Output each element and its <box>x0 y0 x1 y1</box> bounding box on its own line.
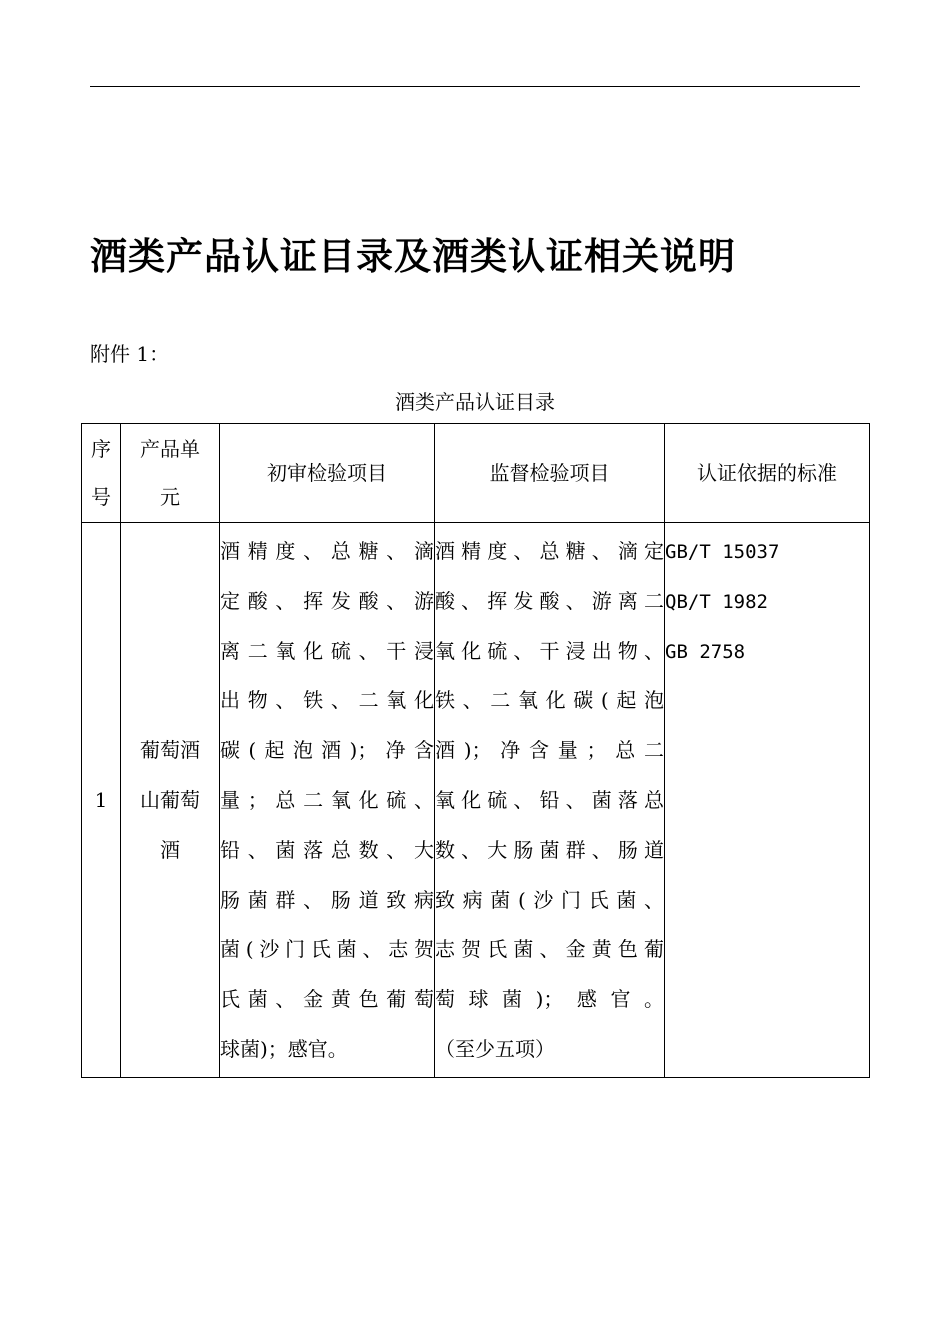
supervision-item-line: 志贺氏菌、金黄色葡 <box>435 937 664 962</box>
initial-item-line: 量；总二氧化硫、 <box>220 787 434 812</box>
initial-item-line: 肠菌群、肠道致病 <box>220 887 434 912</box>
header-rule <box>90 86 860 87</box>
unit-line: 山葡萄 <box>140 788 200 812</box>
supervision-item-line: 氧化硫、铅、菌落总 <box>435 787 664 812</box>
initial-item-line: 铅、菌落总数、大 <box>220 837 434 862</box>
row-initial-items <box>220 523 435 1078</box>
header-unit <box>121 424 220 523</box>
initial-item-line: 球菌)；感官。 <box>220 1036 348 1061</box>
catalog-table <box>81 423 870 1078</box>
initial-item-line: 氏菌、金黄色葡萄 <box>220 987 434 1012</box>
header-no <box>82 424 121 523</box>
standard-line: QB/T 1982 <box>665 591 768 613</box>
row-unit <box>121 523 220 1078</box>
supervision-item-line: 氧化硫、干浸出物、 <box>435 638 664 663</box>
row-no: 1 <box>82 523 121 1078</box>
supervision-item-line: 酸、挥发酸、游离二 <box>435 588 664 613</box>
header-no-line: 序 <box>91 437 111 461</box>
initial-item-line: 离二氧化硫、干浸 <box>220 638 434 663</box>
supervision-item-line: （至少五项） <box>435 1036 555 1061</box>
initial-item-line: 菌(沙门氏菌、志贺 <box>220 937 434 962</box>
supervision-item-line: 酒)；净含量；总二 <box>435 738 664 763</box>
initial-item-line: 酒精度、总糖、滴 <box>220 539 434 563</box>
table-header-row <box>82 424 870 523</box>
row-supervision-items <box>435 523 665 1078</box>
header-no-line: 号 <box>91 485 111 509</box>
initial-item-line: 出物、铁、二氧化 <box>220 688 434 713</box>
header-unit-line: 产品单 <box>140 437 200 461</box>
standard-line: GB 2758 <box>665 641 746 663</box>
table-row <box>82 523 870 1078</box>
supervision-item-line: 萄球菌)；感官。 <box>435 987 664 1012</box>
supervision-item-line: 致病菌(沙门氏菌、 <box>435 887 664 912</box>
header-supervision-items: 监督检验项目 <box>435 424 665 523</box>
initial-item-line: 碳(起泡酒)；净含 <box>220 738 434 763</box>
supervision-item-line: 酒精度、总糖、滴定 <box>435 539 664 563</box>
initial-item-line: 定酸、挥发酸、游 <box>220 588 434 613</box>
header-initial-items: 初审检验项目 <box>220 424 435 523</box>
header-standard: 认证依据的标准 <box>665 424 870 523</box>
table-caption: 酒类产品认证目录 <box>395 390 555 414</box>
standard-line: GB/T 15037 <box>665 541 780 563</box>
attachment-label: 附件 1： <box>90 342 170 366</box>
row-standards <box>665 523 870 1078</box>
header-unit-line: 元 <box>160 485 180 509</box>
supervision-item-line: 数、大肠菌群、肠道 <box>435 837 664 862</box>
unit-line: 酒 <box>160 838 180 862</box>
page-title: 酒类产品认证目录及酒类认证相关说明 <box>90 235 736 278</box>
supervision-item-line: 铁、二氧化碳(起泡 <box>435 688 664 713</box>
unit-line: 葡萄酒 <box>140 738 200 762</box>
